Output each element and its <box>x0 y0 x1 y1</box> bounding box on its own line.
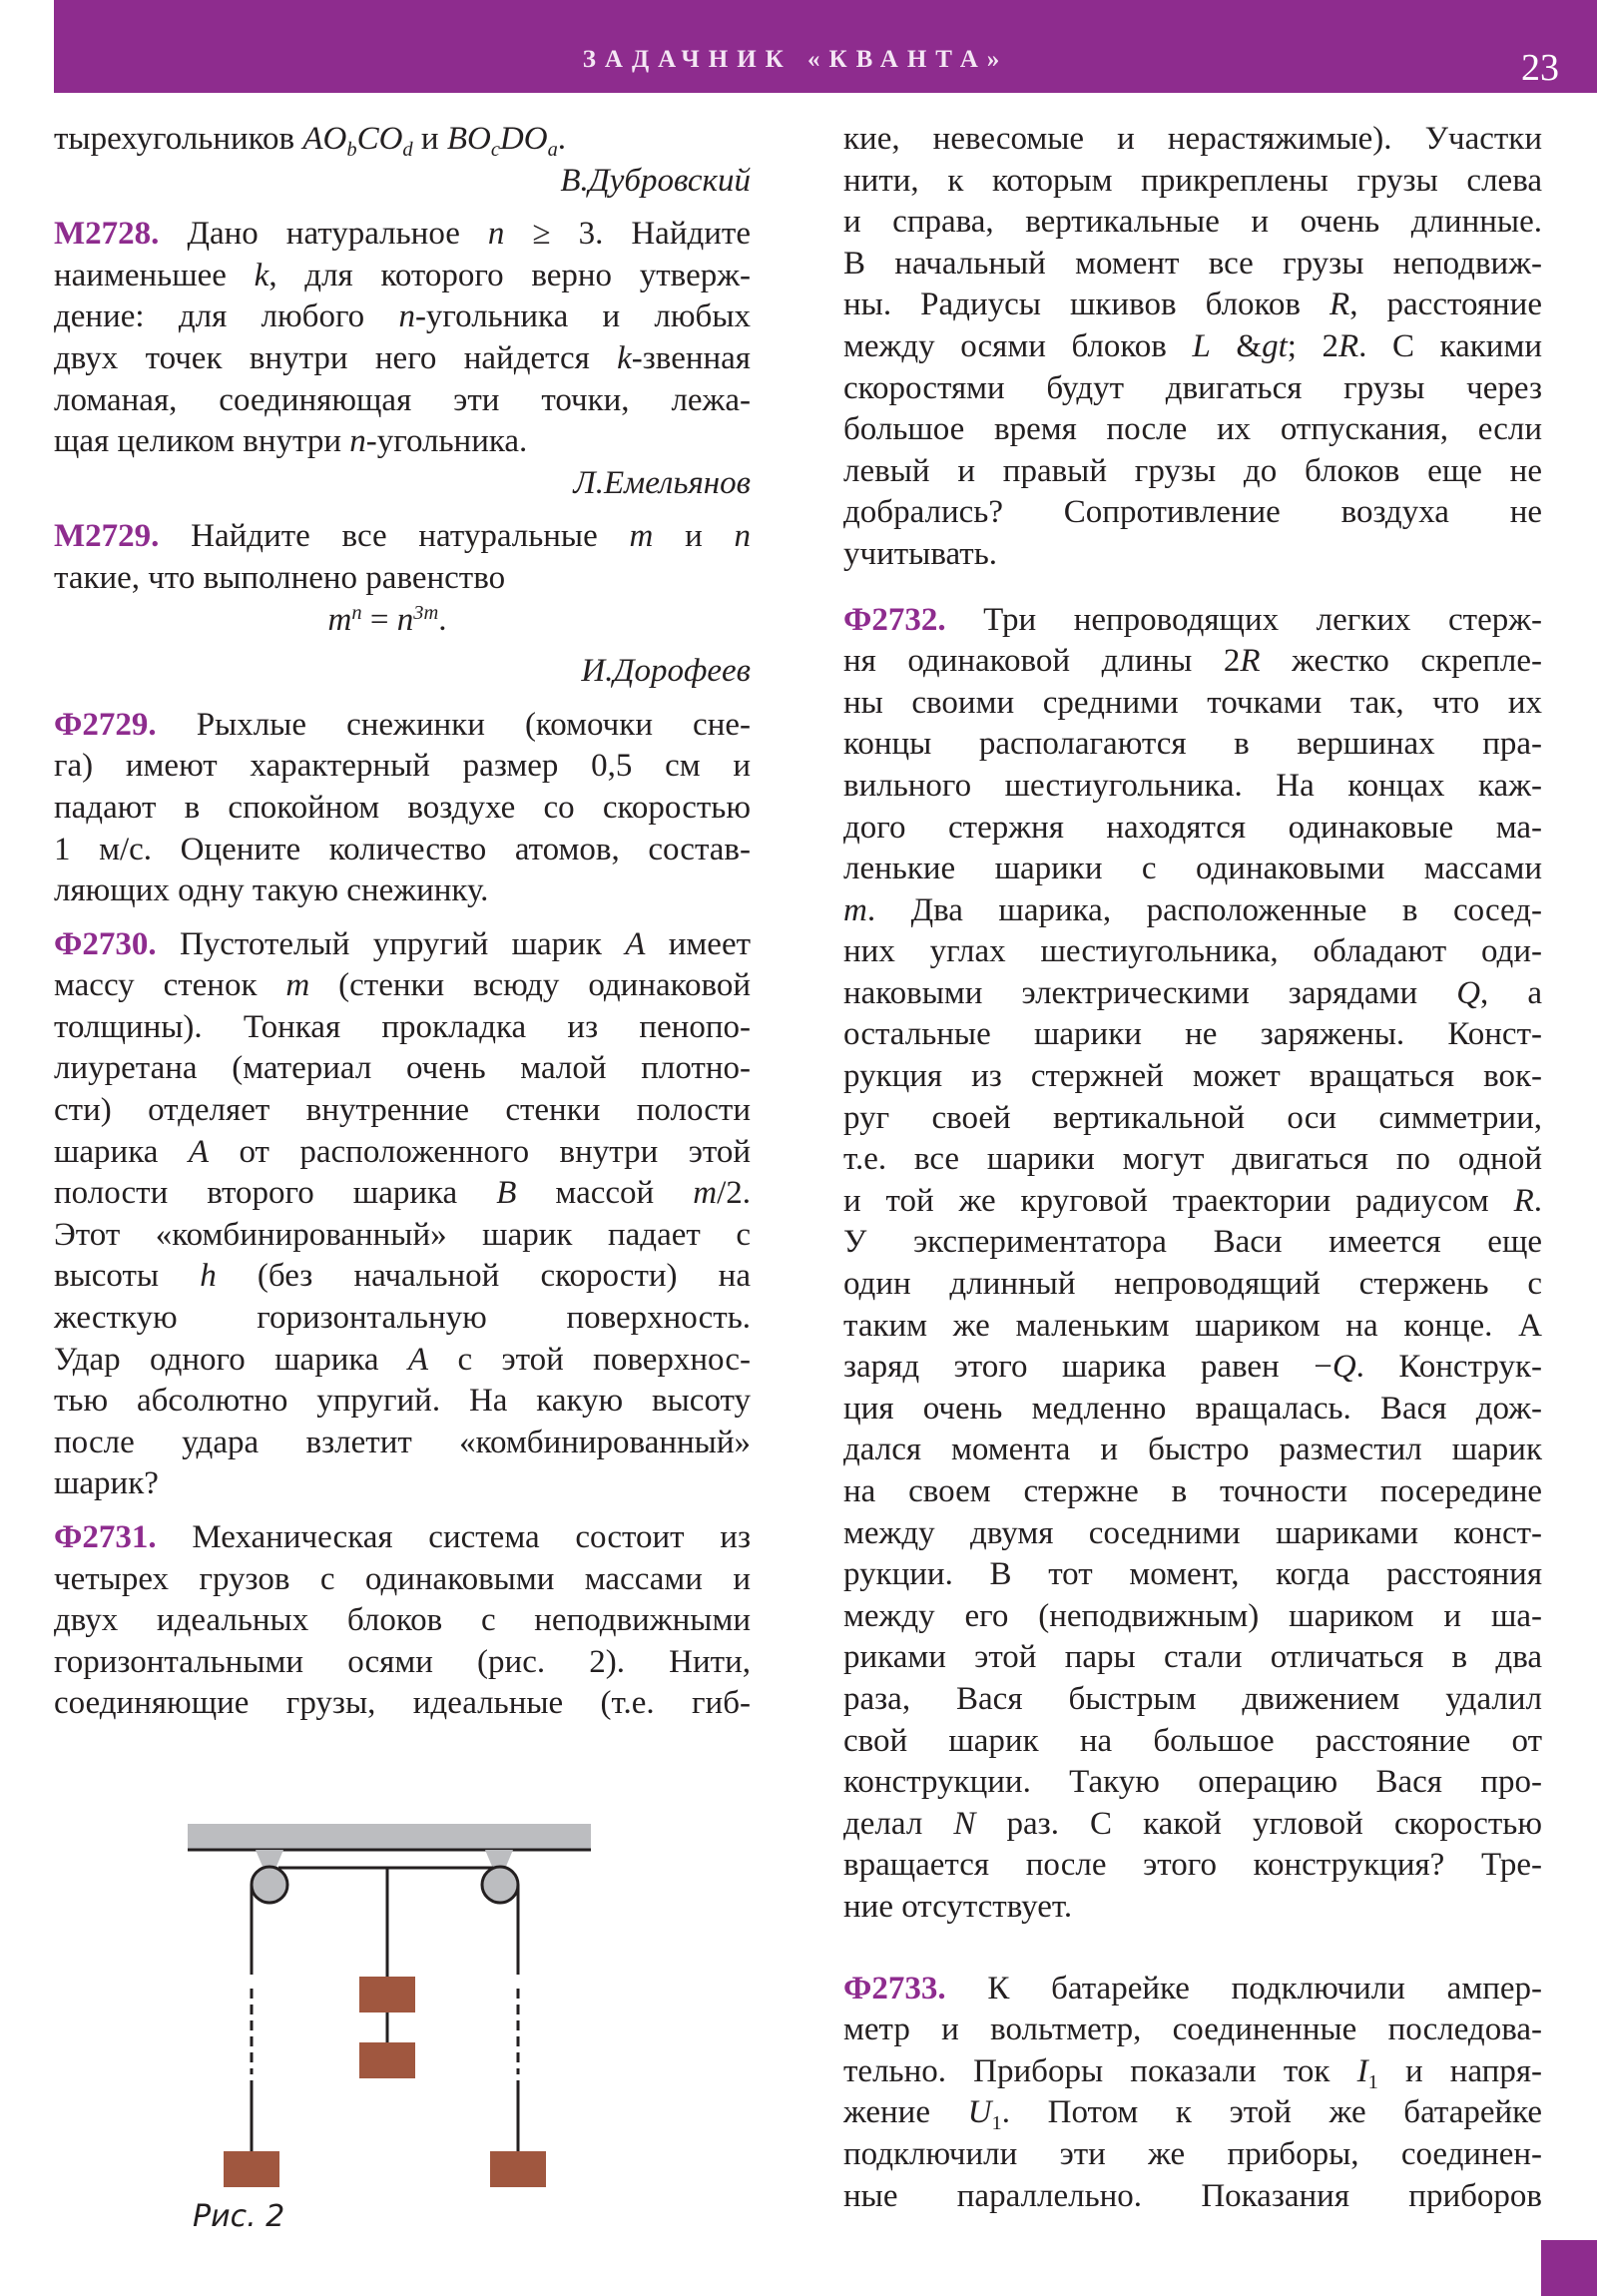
section-header <box>54 0 1597 93</box>
problem-author: В.Дубровский <box>560 162 751 199</box>
text-line: тельно. Приборы показали ток $I_1$ и напря- <box>843 2052 1542 2093</box>
text-line: Ф2729. Рыхлые снежинки (комочки сне- <box>54 706 752 743</box>
text-line: заряд этого шарика равен −Q. Конструк- <box>843 1349 1542 1386</box>
text-line: тью абсолютно упругий. На какую высоту <box>54 1383 751 1420</box>
formula: $m^n = n^{3m}$. <box>327 601 447 638</box>
text-line: горизонтальными осями (рис. 2). Нити, <box>54 1643 751 1680</box>
problem-label: Ф2733. <box>843 1970 946 2007</box>
problem-f2733 <box>843 1969 1542 2218</box>
text-line: скоростями будут двигаться грузы через <box>843 369 1542 406</box>
pulley-right <box>482 1867 518 1903</box>
text-line: падают в спокойном воздухе со скоростью <box>54 789 751 826</box>
text-line: лиуретана (материал очень малой плотно- <box>54 1050 751 1087</box>
text-line: Ф2733. К батарейке подключили ампер- <box>843 1970 1542 2007</box>
text-line: подключили эти же приборы, соединен- <box>843 2135 1542 2172</box>
text-line: m. Два шарика, расположенные в сосед- <box>843 891 1542 928</box>
text-line: ломаная, соединяющая эти точки, лежа- <box>54 381 751 418</box>
right-column <box>843 119 1542 2217</box>
text-line: вращается после этого конструкция? Тре- <box>843 1847 1542 1884</box>
problem-label: Ф2729. <box>54 706 157 743</box>
text-line: ние отсутствует. <box>843 1888 1073 1925</box>
weight-center-upper <box>359 1977 415 2012</box>
text-line: четырех грузов с одинаковыми массами и <box>54 1560 751 1597</box>
text-line: ня одинаковой длины 2R жестко скрепле- <box>843 643 1542 680</box>
text-line: дение: для любого n-угольника и любых <box>54 298 751 335</box>
text-line: У экспериментатора Васи имеется еще <box>843 1224 1542 1261</box>
weight-left <box>224 2151 279 2187</box>
text-line: двух точек внутри него найдется k-звенная <box>54 339 751 376</box>
text-line: левый и правый грузы до блоков еще не <box>843 452 1542 489</box>
text-line: рукция из стержней может вращаться вок- <box>843 1058 1542 1095</box>
text-line: один длинный непроводящий стержень с <box>843 1266 1542 1303</box>
problem-label: Ф2730. <box>54 925 157 962</box>
text-line: высоты h (без начальной скорости) на <box>54 1258 751 1295</box>
text-line: раза, Вася быстрым движением удалил <box>843 1680 1542 1717</box>
text-line: Ф2731. Механическая система состоит из <box>54 1519 751 1555</box>
problem-f2732 <box>843 600 1542 1929</box>
text-line: ны. Радиусы шкивов блоков R, расстояние <box>843 287 1542 323</box>
text-line: полости второго шарика B массой m/2. <box>54 1175 751 1212</box>
page-corner-marker <box>1541 2240 1597 2296</box>
text-line: большое время после их отпускания, если <box>843 411 1542 448</box>
problem-label: Ф2732. <box>843 601 946 638</box>
text-line: щая целиком внутри n-угольника. <box>54 423 528 460</box>
text-line: соединяющие грузы, идеальные (т.е. гиб- <box>54 1685 751 1722</box>
text-line: и справа, вертикальные и очень длинные. <box>843 204 1542 241</box>
figure-pulley-system <box>160 1807 609 2236</box>
text-line: Ф2730. Пустотелый упругий шарик A имеет <box>54 925 752 962</box>
text-line: и той же круговой траектории радиусом R. <box>843 1182 1542 1219</box>
text-line: остальные шарики не заряжены. Конст- <box>843 1016 1542 1053</box>
text-line: массу стенок m (стенки всюду одинаковой <box>54 967 751 1004</box>
text-line: руг своей вертикальной оси симметрии, <box>843 1099 1542 1136</box>
text-line: риками этой пары стали отличаться в два <box>843 1639 1542 1676</box>
text-line: 1 м/с. Оцените количество атомов, состав- <box>54 831 751 867</box>
text-line: Этот «комбинированный» шарик падает с <box>54 1216 751 1253</box>
text-line: т.е. все шарики могут двигаться по одной <box>843 1141 1542 1178</box>
text-line: Удар одного шарика A с этой поверхнос- <box>54 1341 751 1378</box>
weight-center-lower <box>359 2042 415 2078</box>
text-line: ленькие шарики с одинаковыми массами <box>843 851 1542 887</box>
problem-author: Л.Емельянов <box>573 464 751 501</box>
text-line: тырехугольников $AO_bCO_d$ и $BO_cDO_a$. <box>54 121 567 162</box>
section-title: ЗАДАЧНИК «КВАНТА» <box>582 46 1009 73</box>
weight-right <box>490 2151 546 2187</box>
text-line: толщины). Тонкая прокладка из пенопо- <box>54 1008 751 1045</box>
text-line: двух идеальных блоков с неподвижными <box>54 1602 751 1639</box>
problem-f2731 <box>54 1517 751 1725</box>
text-line: нити, к которым прикреплены грузы слева <box>843 162 1542 199</box>
text-line: шарика A от расположенного внутри этой <box>54 1133 751 1170</box>
text-line: между осями блоков L &gt; 2R. С какими <box>843 327 1543 364</box>
text-line: сти) отделяет внутренние стенки полости <box>54 1092 751 1129</box>
problem-author: И.Дорофеев <box>581 653 751 690</box>
text-line: ны своими средними точками так, что их <box>843 684 1542 721</box>
ceiling <box>188 1824 591 1850</box>
text-line: добрались? Сопротивление воздуха не <box>843 494 1542 531</box>
text-line: наименьшее k, для которого верно утверж- <box>54 257 751 293</box>
pulley-left <box>252 1867 287 1903</box>
text-line: М2728. Дано натуральное n ≥ 3. Найдите <box>54 216 751 253</box>
text-line: учитывать. <box>843 535 998 572</box>
text-line: дался момента и быстро разместил шарик <box>843 1432 1542 1468</box>
text-line: конструкции. Такую операцию Вася про- <box>843 1764 1542 1801</box>
text-line: между двумя соседними шариками конст- <box>843 1514 1542 1551</box>
text-line: жение $U_1$. Потом к этой же батарейке <box>843 2094 1543 2135</box>
text-line: вильного шестиугольника. На концах каж- <box>843 767 1542 804</box>
problem-m2729 <box>54 516 751 692</box>
text-line: них углах шестиугольника, обладают оди- <box>843 933 1542 970</box>
text-line: ные параллельно. Показания приборов <box>843 2177 1542 2214</box>
text-line: кие, невесомые и нерастяжимые). Участки <box>843 121 1542 157</box>
text-line: метр и вольтметр, соединенные последова- <box>843 2011 1542 2048</box>
text-line: В начальный момент все грузы неподвиж- <box>843 245 1542 282</box>
problem-m2728 <box>54 214 751 504</box>
text-line: шарик? <box>54 1465 159 1502</box>
text-line: ляющих одну такую снежинку. <box>54 872 489 909</box>
text-line: между его (неподвижным) шариком и ша- <box>843 1597 1542 1634</box>
text-line: жесткую горизонтальную поверхность. <box>54 1300 751 1337</box>
problem-f2730 <box>54 924 751 1505</box>
text-line: ция очень медленно вращалась. Вася дож- <box>843 1390 1542 1427</box>
text-line: на своем стержне в точности посередине <box>843 1473 1542 1509</box>
page-number: 23 <box>1521 47 1559 89</box>
text-line: таким же маленьким шариком на конце. А <box>843 1307 1542 1344</box>
problem-f2731-continued <box>843 119 1542 576</box>
left-column <box>54 119 751 1725</box>
text-line: дого стержня находятся одинаковые ма- <box>843 809 1542 846</box>
text-line: делал N раз. С какой угловой скоростью <box>843 1805 1542 1842</box>
problem-f2729 <box>54 705 751 912</box>
text-line: такие, что выполнено равенство <box>54 559 506 596</box>
text-line: после удара взлетит «комбинированный» <box>54 1424 751 1460</box>
text-line: наковыми электрическими зарядами Q, а <box>843 974 1543 1011</box>
text-line: Ф2732. Три непроводящих легких стерж- <box>843 601 1543 638</box>
text-line: рукции. В тот момент, когда расстояния <box>843 1556 1542 1593</box>
text-line: свой шарик на большое расстояние от <box>843 1722 1542 1759</box>
problem-label: М2729. <box>54 518 160 555</box>
problem-label: М2728. <box>54 216 160 253</box>
text-line: М2729. Найдите все натуральные m и n <box>54 518 751 555</box>
text-line: концы располагаются в вершинах пра- <box>843 726 1542 763</box>
figure-caption: Рис. 2 <box>193 2199 285 2234</box>
problem-label: Ф2731. <box>54 1519 157 1555</box>
text-line: га) имеют характерный размер 0,5 см и <box>54 748 751 785</box>
